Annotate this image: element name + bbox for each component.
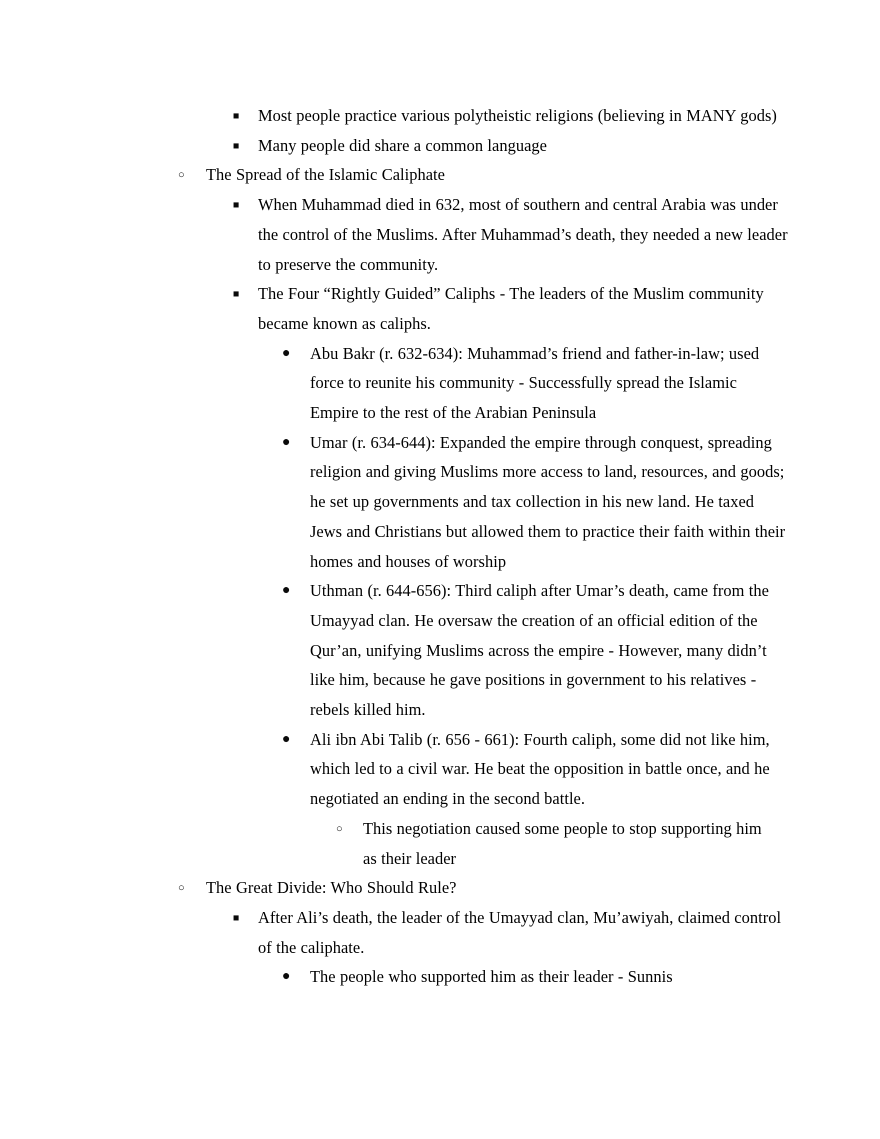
outline-item-text: The Spread of the Islamic Caliphate xyxy=(206,165,445,185)
bullet-hollow-circle-icon: ○ xyxy=(336,822,343,835)
outline-item xyxy=(0,576,880,725)
bullet-filled-disc-icon: ● xyxy=(282,583,291,599)
outline-item xyxy=(0,962,880,992)
outline-item-text: This negotiation caused some people to stop supporting him as their leader xyxy=(363,818,762,868)
outline-item xyxy=(0,101,880,131)
outline-item xyxy=(0,814,880,873)
outline-item xyxy=(0,190,880,279)
bullet-filled-square-icon: ■ xyxy=(233,200,240,212)
bullet-filled-disc-icon: ● xyxy=(282,434,291,450)
outline-item xyxy=(0,903,880,962)
bullet-filled-square-icon: ■ xyxy=(233,111,240,122)
outline-item xyxy=(0,873,880,903)
bullet-hollow-circle-icon: ○ xyxy=(178,169,185,182)
outline-item xyxy=(0,279,880,338)
outline-item-text: Abu Bakr (r. 632-634): Muhammad’s friend and father-in-law; used force to reunite his community - Successfully spread the Islamic Empire to the rest of the Arabian Peninsula xyxy=(310,343,760,423)
outline-item xyxy=(0,339,880,428)
outline-item xyxy=(0,725,880,814)
outline-item-text: After Ali’s death, the leader of the Umayyad clan, Mu’awiyah, claimed control of the caliphate. xyxy=(258,907,782,957)
bullet-filled-disc-icon: ● xyxy=(282,731,291,747)
outline-item-text: The people who supported him as their leader - Sunnis xyxy=(310,967,673,987)
bullet-hollow-circle-icon: ○ xyxy=(178,882,185,895)
outline-item-text: The Great Divide: Who Should Rule? xyxy=(206,878,457,898)
bullet-filled-square-icon: ■ xyxy=(233,289,240,301)
outline-item-text: Ali ibn Abi Talib (r. 656 - 661): Fourth caliph, some did not like him, which led to a civil war. He beat the opposition in battle once, and he negotiated an ending in the second battle. xyxy=(310,729,770,809)
outline-item xyxy=(0,428,880,577)
outline-list xyxy=(0,101,880,992)
outline-item xyxy=(0,131,880,161)
outline-item-text: The Four “Rightly Guided” Caliphs - The leaders of the Muslim community became known as caliphs. xyxy=(258,284,764,333)
bullet-filled-disc-icon: ● xyxy=(282,345,291,361)
outline-item-text: Many people did share a common language xyxy=(258,135,547,155)
bullet-filled-disc-icon: ● xyxy=(282,969,291,985)
outline-item-text: Most people practice various polytheistic religions (believing in MANY gods) xyxy=(258,106,777,125)
outline-item-text: Umar (r. 634-644): Expanded the empire through conquest, spreading religion and giving Muslims more access to land, resources, and goods; he set up governments and tax collection in his new land. He taxed Jews and Christians but allowed them to practice their faith within their homes and houses of worship xyxy=(310,432,786,571)
bullet-filled-square-icon: ■ xyxy=(233,912,240,924)
outline-item-text: Uthman (r. 644-656): Third caliph after Umar’s death, came from the Umayyad clan. He oversaw the creation of an official edition of the Qur’an, unifying Muslims across the empire - However, many didn’t like him, because he gave positions in government to his relatives - rebels killed him. xyxy=(310,581,769,720)
bullet-filled-square-icon: ■ xyxy=(233,140,240,152)
outline-item-text: When Muhammad died in 632, most of southern and central Arabia was under the control of the Muslims. After Muhammad’s death, they needed a new leader to preserve the community. xyxy=(258,195,788,274)
outline-item xyxy=(0,160,880,190)
